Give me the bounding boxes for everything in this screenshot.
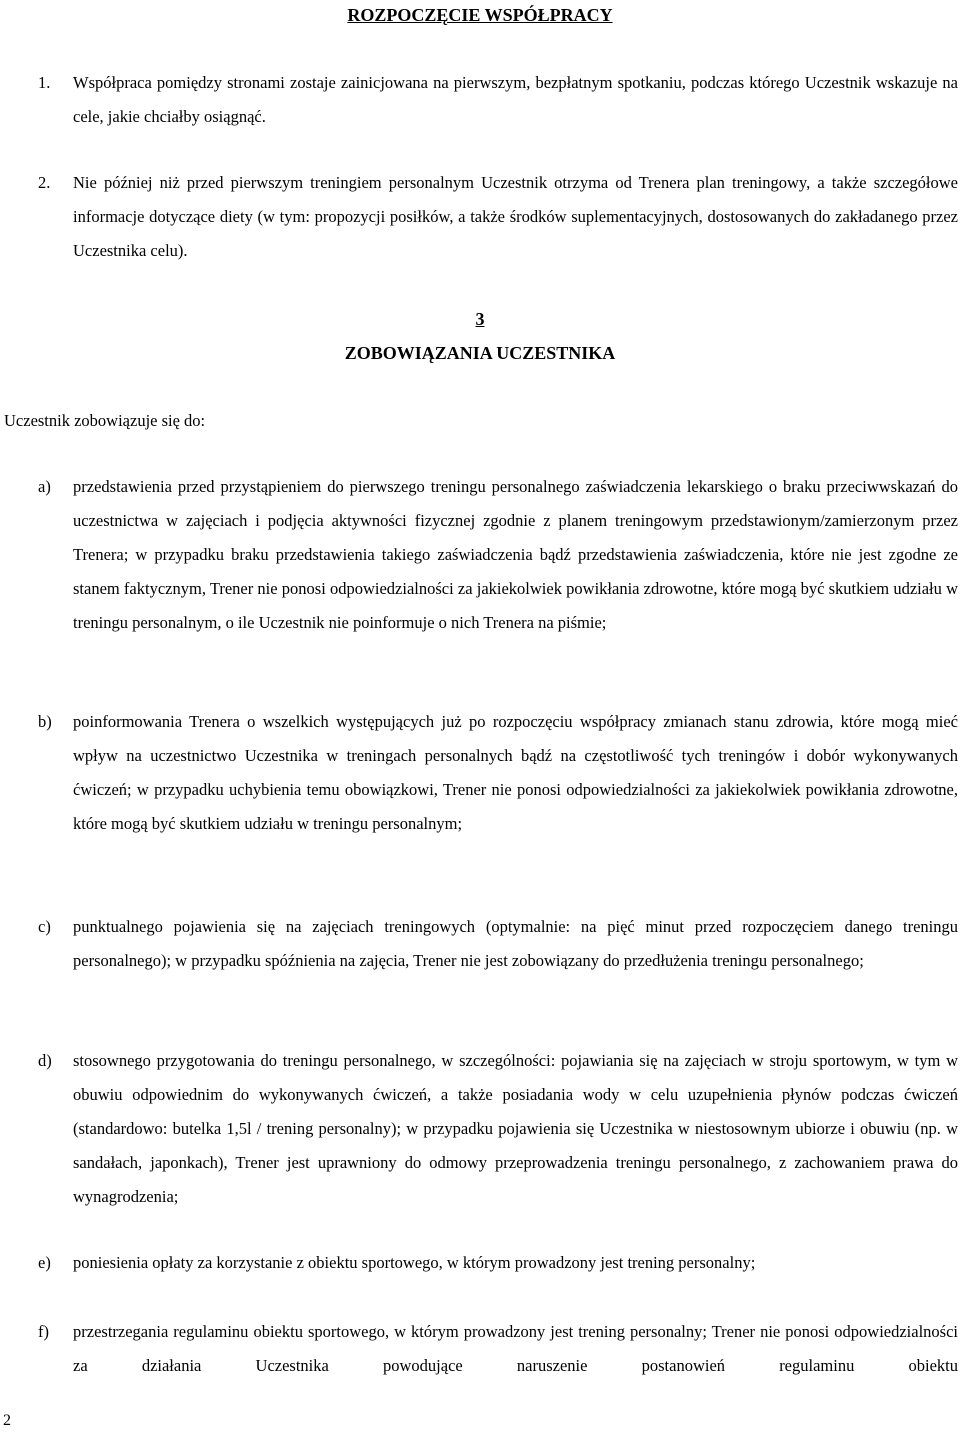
point-number: 1. — [38, 73, 51, 92]
item-label: b) — [38, 712, 52, 731]
point-text: Współpraca pomiędzy stronami zostaje zainicjowana na pierwszym, bezpłatnym spotkaniu, podczas którego Uczestnik wskazuje na cele, jakie chciałby osiągnąć. — [73, 73, 958, 126]
point-text: Nie później niż przed pierwszym treningiem personalnym Uczestnik otrzyma od Trenera plan treningowy, a także szczegółowe informacje dotyczące diety (w tym: propozycji posiłków, a także środków suplementacyjnych, dostosowanych do zakładanego przez Uczestnika celu). — [73, 173, 958, 260]
item-text: poniesienia opłaty za korzystanie z obiektu sportowego, w którym prowadzony jest trening personalny; — [73, 1253, 756, 1272]
list-item-f — [38, 1315, 960, 1383]
numbered-point-1 — [38, 66, 960, 134]
numbered-point-2 — [38, 166, 960, 268]
item-label: a) — [38, 477, 51, 496]
list-item-d — [38, 1044, 960, 1214]
point-number: 2. — [38, 173, 51, 192]
item-text: przestrzegania regulaminu obiektu sportowego, w którym prowadzony jest trening personalny; Trener nie ponosi odpowiedzialności za działania Uczestnika powodujące naruszenie postanowień regulaminu obiektu — [73, 1322, 958, 1375]
item-text: punktualnego pojawienia się na zajęciach treningowych (optymalnie: na pięć minut przed rozpoczęciem danego treningu personalnego); w przypadku spóźnienia na zajęcia, Trener nie jest zobowiązany do przedłużenia treningu personalnego; — [73, 917, 958, 970]
list-item-a — [38, 470, 960, 640]
item-label: d) — [38, 1051, 52, 1070]
item-text: stosownego przygotowania do treningu personalnego, w szczególności: pojawiania się na zajęciach w stroju sportowym, w tym w obuwiu odpowiednim do wykonywanych ćwiczeń, a także posiadania wody w celu uzupełnienia płynów podczas ćwiczeń (standardowo: butelka 1,5l / trening personalny); w przypadku pojawienia się Uczestnika w niestosownym ubiorze i obuwiu (np. w sandałach, japonkach), Trener jest uprawniony do odmowy przeprowadzenia treningu personalnego, z zachowaniem prawa do wynagrodzenia; — [73, 1051, 958, 1206]
paragraph-symbol: 3 — [475, 309, 485, 329]
list-item-b — [38, 705, 960, 841]
page-number: 2 — [3, 1412, 11, 1429]
section-heading: ROZPOCZĘCIE WSPÓŁPRACY — [347, 5, 613, 25]
list-item-e — [38, 1246, 960, 1280]
item-text: przedstawienia przed przystąpieniem do pierwszego treningu personalnego zaświadczenia lekarskiego o braku przeciwwskazań do uczestnictwa w zajęciach i podjęcia aktywności fizycznej zgodnie z planem treningowym przedstawionym/zamierzonym przez Trenera; w przypadku braku przedstawienia takiego zaświadczenia bądź przedstawienia zaświadczenia, które nie jest zgodne ze stanem faktycznym, Trener nie ponosi odpowiedzialności za jakiekolwiek powikłania zdrowotne, które mogą być skutkiem udziału w treningu personalnym, o ile Uczestnik nie poinformuje o nich Trenera na piśmie; — [73, 477, 958, 632]
item-label: c) — [38, 917, 51, 936]
item-text: poinformowania Trenera o wszelkich występujących już po rozpoczęciu współpracy zmianach stanu zdrowia, które mogą mieć wpływ na uczestnictwo Uczestnika w treningach personalnych bądź na częstotliwość tych treningów i dobór wykonywanych ćwiczeń; w przypadku uchybienia temu obowiązkowi, Trener nie ponosi odpowiedzialności za jakiekolwiek powikłania zdrowotne, które mogą być skutkiem udziału w treningu personalnym; — [73, 712, 958, 833]
item-label: f) — [38, 1322, 49, 1341]
section-intro: Uczestnik zobowiązuje się do: — [4, 411, 206, 430]
list-item-c — [38, 910, 960, 978]
item-label: e) — [38, 1253, 51, 1272]
section-title: ZOBOWIĄZANIA UCZESTNIKA — [344, 343, 616, 363]
